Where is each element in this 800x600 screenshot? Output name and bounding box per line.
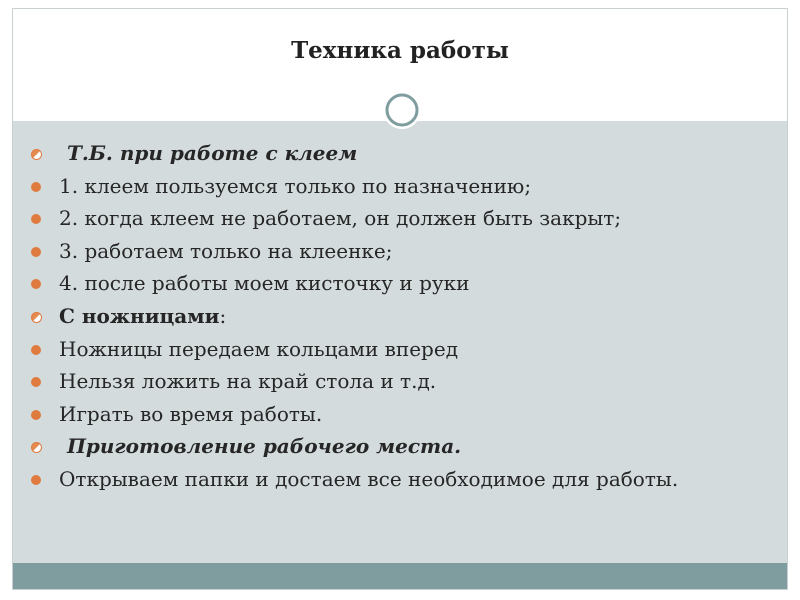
bullet-text: Нельзя ложить на край стола и т.д. bbox=[59, 369, 437, 394]
bullet-dot-icon bbox=[31, 214, 41, 224]
list-item bbox=[29, 434, 769, 459]
bullet-dot-icon bbox=[31, 475, 41, 485]
list-item bbox=[29, 304, 769, 329]
list-item bbox=[29, 369, 769, 394]
list-item bbox=[29, 337, 769, 362]
bullet-dot-icon bbox=[31, 279, 41, 289]
bullet-heading: Приготовление рабочего места. bbox=[67, 434, 462, 459]
bullet-text: Ножницы передаем кольцами вперед bbox=[59, 336, 459, 361]
bullet-text: 3. работаем только на клеенке; bbox=[59, 238, 393, 263]
bullet-dot-icon bbox=[31, 377, 41, 387]
bullet-heading: С ножницами bbox=[59, 303, 220, 328]
ornate-bullet-icon bbox=[31, 312, 42, 323]
list-item bbox=[29, 174, 769, 199]
bullet-dot-icon bbox=[31, 345, 41, 355]
bullet-text: 4. после работы моем кисточку и руки bbox=[59, 271, 470, 296]
slide-footer-bar bbox=[13, 563, 787, 589]
slide-title: Техника работы bbox=[291, 37, 509, 64]
bullet-heading: Т.Б. при работе с клеем bbox=[67, 141, 358, 165]
circle-ornament-icon bbox=[382, 90, 422, 130]
bullet-text: 2. когда клеем не работаем, он должен быть закрыт; bbox=[59, 206, 622, 231]
list-item bbox=[29, 141, 769, 166]
bullet-dot-icon bbox=[31, 182, 41, 192]
list-item bbox=[29, 467, 769, 492]
bullet-heading-suffix: : bbox=[219, 303, 227, 328]
ornate-bullet-icon bbox=[31, 149, 42, 160]
list-item bbox=[29, 206, 769, 231]
bullet-text: Открываем папки и достаем все необходимое для работы. bbox=[59, 466, 679, 491]
bullet-text: 1. клеем пользуемся только по назначению; bbox=[59, 173, 532, 198]
list-item bbox=[29, 239, 769, 264]
list-item bbox=[29, 271, 769, 296]
list-item bbox=[29, 402, 769, 427]
bullet-dot-icon bbox=[31, 410, 41, 420]
ornate-bullet-icon bbox=[31, 442, 42, 453]
slide bbox=[12, 8, 788, 590]
bullet-text: Играть во время работы. bbox=[59, 401, 323, 426]
bullet-list bbox=[29, 141, 769, 500]
bullet-dot-icon bbox=[31, 247, 41, 257]
